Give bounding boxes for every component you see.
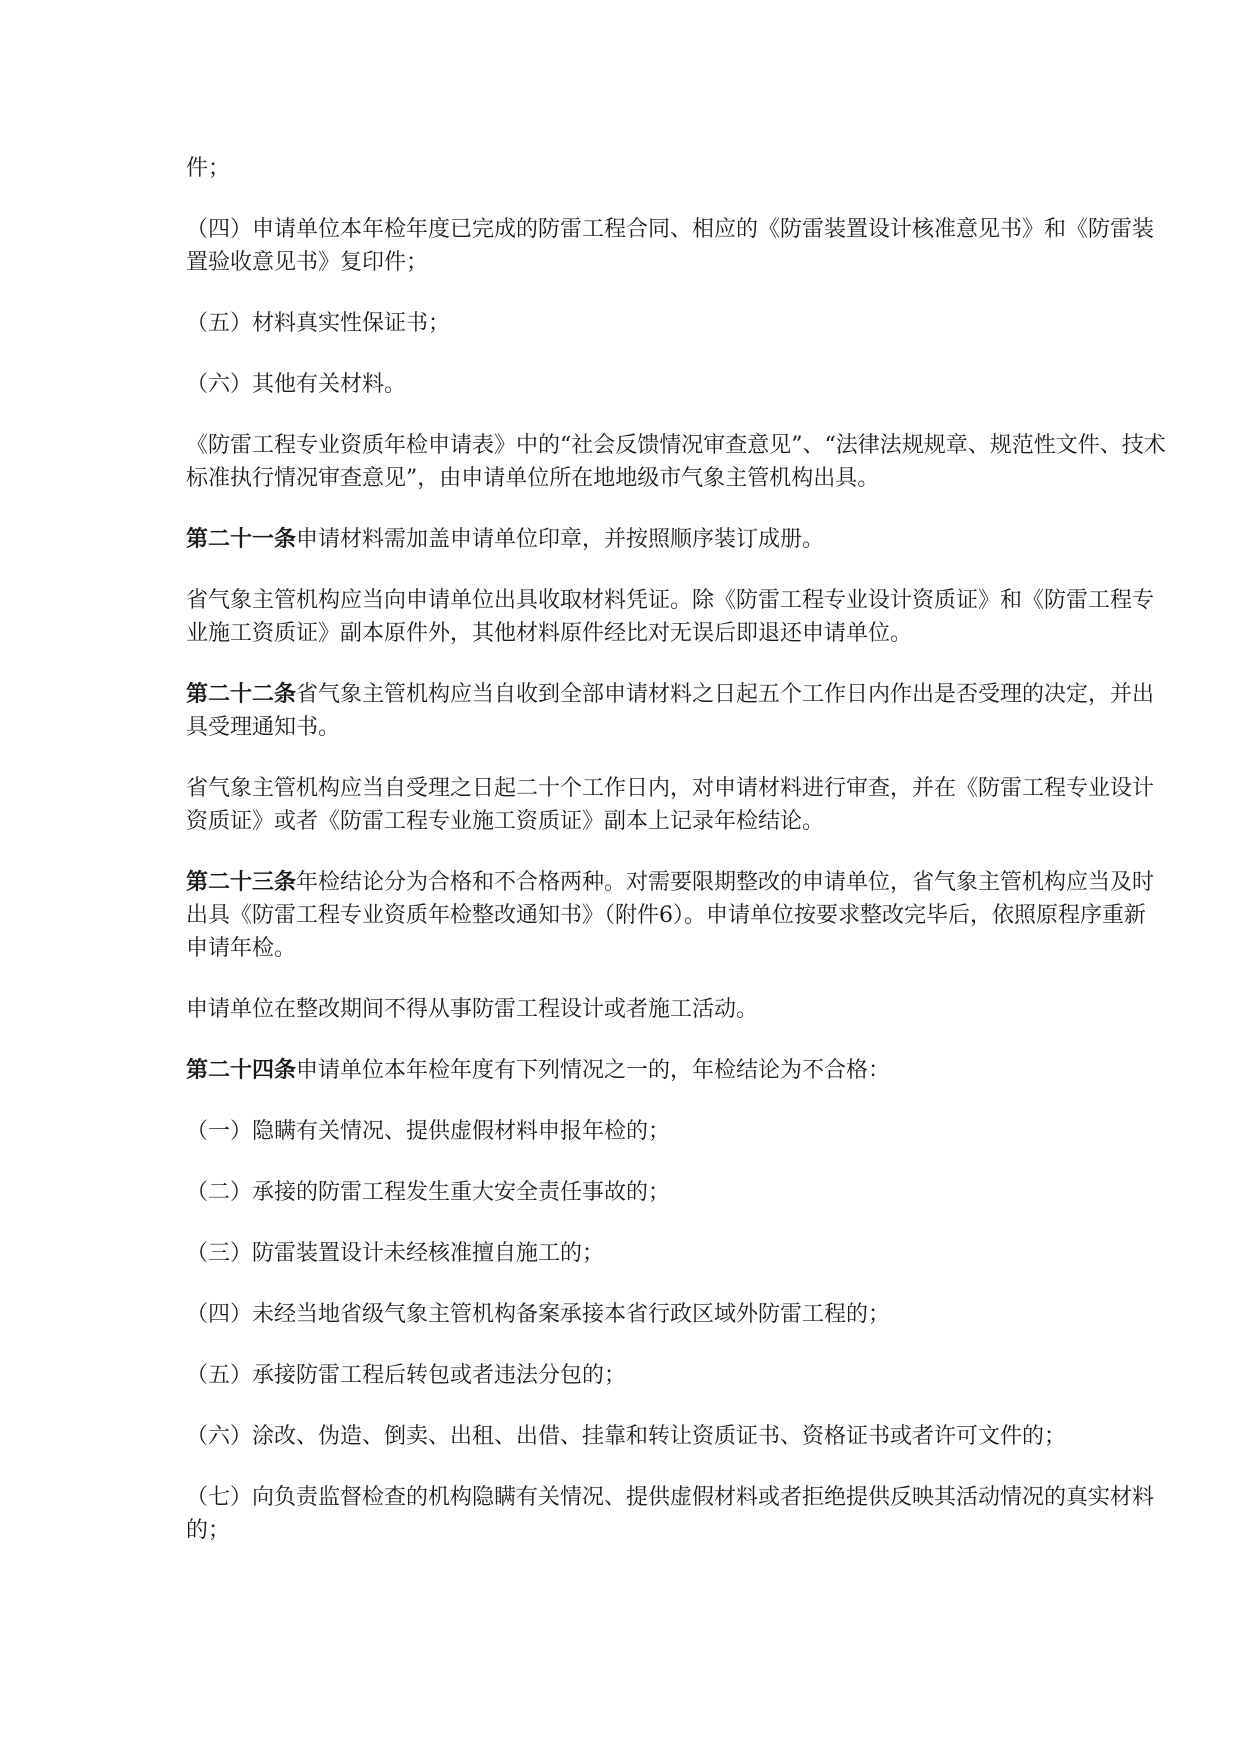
article-24 [186,1054,1166,1087]
paragraph-text: （七）向负责监督检查的机构隐瞒有关情况、提供虚假材料或者拒绝提供反映其活动情况的真实材料的； [186,1485,1155,1543]
paragraph-text: （三）防雷装置设计未经核准擅自施工的； [186,1241,605,1266]
list-item-6 [186,1420,1166,1453]
paragraph-7 [186,584,1166,650]
document-page [186,152,1166,1575]
list-item-1 [186,1115,1166,1148]
list-item-7 [186,1481,1166,1547]
paragraph-text: （四）申请单位本年检年度已完成的防雷工程合同、相应的《防雷装置设计核准意见书》和《防雷装置验收意见书》复印件； [186,217,1155,275]
paragraph-9 [186,772,1166,838]
paragraph-text: 省气象主管机构应当自受理之日起二十个工作日内，对申请材料进行审查，并在《防雷工程专业设计资质证》或者《防雷工程专业施工资质证》副本上记录年检结论。 [186,776,1155,834]
paragraph-text: 申请单位本年检年度有下列情况之一的，年检结论为不合格： [296,1058,891,1083]
paragraph-text: 年检结论分为合格和不合格两种。对需要限期整改的申请单位，省气象主管机构应当及时出具《防雷工程专业资质年检整改通知书》（附件6）。申请单位按要求整改完毕后，依照原程序重新申请年检。 [186,870,1155,961]
article-number: 第二十一条 [186,527,297,552]
paragraph-1 [186,152,1166,185]
paragraph-11 [186,993,1166,1026]
paragraph-text: 《防雷工程专业资质年检申请表》中的“社会反馈情况审查意见”、“法律法规规章、规范性文件、技术标准执行情况审查意见”，由申请单位所在地地级市气象主管机构出具。 [186,433,1166,491]
paragraph-text: 申请单位在整改期间不得从事防雷工程设计或者施工活动。 [186,997,759,1022]
paragraph-text: 省气象主管机构应当自收到全部申请材料之日起五个工作日内作出是否受理的决定，并出具受理通知书。 [186,682,1155,740]
paragraph-text: （五）材料真实性保证书； [186,311,451,336]
article-number: 第二十四条 [186,1058,297,1083]
article-number: 第二十三条 [186,870,297,895]
article-23 [186,866,1166,965]
paragraph-text: （二）承接的防雷工程发生重大安全责任事故的； [186,1180,671,1205]
paragraph-5 [186,429,1166,495]
paragraph-text: （六）其他有关材料。 [186,372,407,397]
list-item-2 [186,1176,1166,1209]
paragraph-4 [186,368,1166,401]
list-item-3 [186,1237,1166,1270]
list-item-4 [186,1298,1166,1331]
article-21 [186,523,1166,556]
paragraph-text: （四）未经当地省级气象主管机构备案承接本省行政区域外防雷工程的； [186,1302,891,1327]
list-item-5 [186,1359,1166,1392]
paragraph-text: 省气象主管机构应当向申请单位出具收取材料凭证。除《防雷工程专业设计资质证》和《防雷工程专业施工资质证》副本原件外，其他材料原件经比对无误后即退还申请单位。 [186,588,1155,646]
article-number: 第二十二条 [186,682,297,707]
paragraph-text: （一）隐瞒有关情况、提供虚假材料申报年检的； [186,1119,671,1144]
paragraph-2 [186,213,1166,279]
paragraph-text: （五）承接防雷工程后转包或者违法分包的； [186,1363,627,1388]
paragraph-text: 申请材料需加盖申请单位印章，并按照顺序装订成册。 [296,527,825,552]
paragraph-text: （六）涂改、伪造、倒卖、出租、出借、挂靠和转让资质证书、资格证书或者许可文件的； [186,1424,1067,1449]
paragraph-text: 件； [186,156,231,181]
paragraph-3 [186,307,1166,340]
article-22 [186,678,1166,744]
